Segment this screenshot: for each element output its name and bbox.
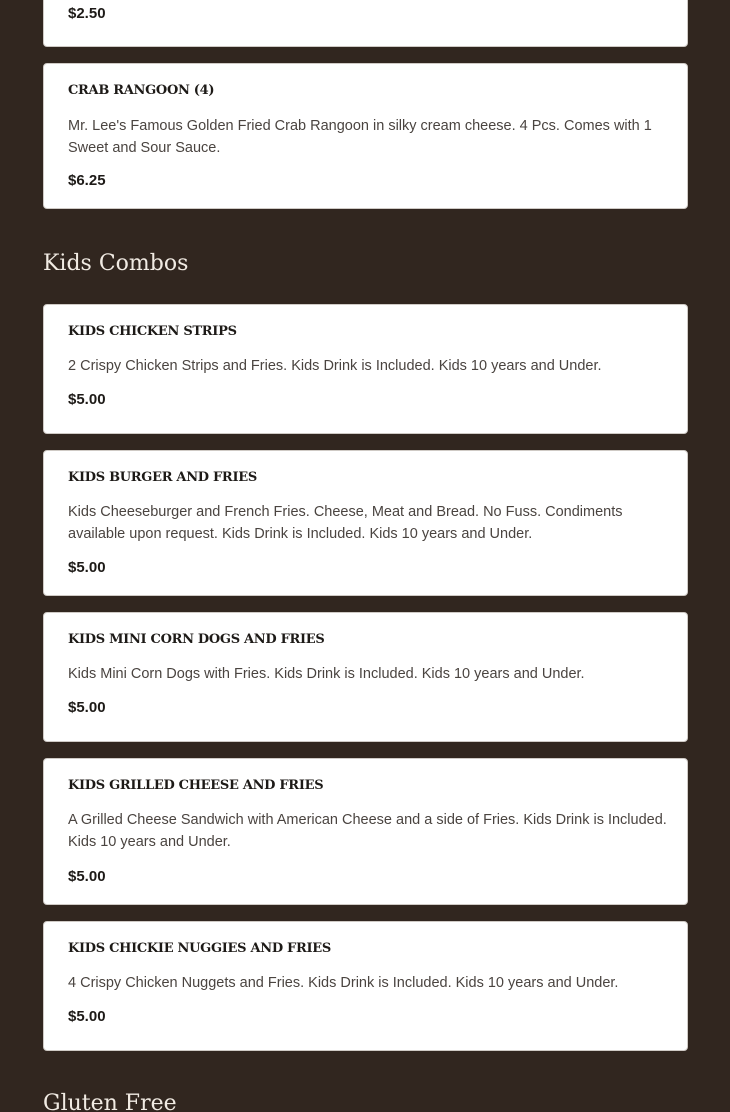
item-name: KIDS GRILLED CHEESE AND FRIES xyxy=(68,778,324,793)
item-name: CRAB RANGOON (4) xyxy=(68,83,215,98)
item-description: Mr. Lee's Famous Golden Fried Crab Rangoon in silky cream cheese. 4 Pcs. Comes with 1 Sweet and Sour Sauce. xyxy=(68,118,652,156)
item-price: $5.00 xyxy=(68,559,106,576)
menu-item-card[interactable] xyxy=(43,304,688,434)
item-description: 4 Crispy Chicken Nuggets and Fries. Kids Drink is Included. Kids 10 years and Under. xyxy=(68,975,619,991)
section-title-gluten-free: Gluten Free xyxy=(43,1091,177,1112)
item-description: Kids Mini Corn Dogs with Fries. Kids Drink is Included. Kids 10 years and Under. xyxy=(68,666,585,682)
menu-item-card[interactable] xyxy=(43,0,688,47)
item-price: $6.25 xyxy=(68,172,106,189)
item-price: $5.00 xyxy=(68,391,106,408)
section-title-kids-combos: Kids Combos xyxy=(43,251,189,276)
item-name: KIDS MINI CORN DOGS AND FRIES xyxy=(68,632,325,647)
menu-item-card[interactable] xyxy=(43,758,688,905)
item-price: $5.00 xyxy=(68,1008,106,1025)
item-price: $5.00 xyxy=(68,699,106,716)
menu-item-card[interactable] xyxy=(43,921,688,1051)
item-name: KIDS CHICKEN STRIPS xyxy=(68,324,237,339)
item-name: KIDS CHICKIE NUGGIES AND FRIES xyxy=(68,941,331,956)
item-description: A Grilled Cheese Sandwich with American Cheese and a side of Fries. Kids Drink is Included. Kids 10 years and Under. xyxy=(68,812,667,850)
item-name: KIDS BURGER AND FRIES xyxy=(68,470,257,485)
item-price: $2.50 xyxy=(68,5,106,22)
menu-item-card[interactable] xyxy=(43,63,688,209)
menu-item-card[interactable] xyxy=(43,612,688,742)
item-description: Kids Cheeseburger and French Fries. Cheese, Meat and Bread. No Fuss. Condiments available upon request. Kids Drink is Included. Kids 10 years and Under. xyxy=(68,504,623,542)
item-description: 2 Crispy Chicken Strips and Fries. Kids Drink is Included. Kids 10 years and Under. xyxy=(68,358,602,374)
item-price: $5.00 xyxy=(68,868,106,885)
menu-item-card[interactable] xyxy=(43,450,688,596)
